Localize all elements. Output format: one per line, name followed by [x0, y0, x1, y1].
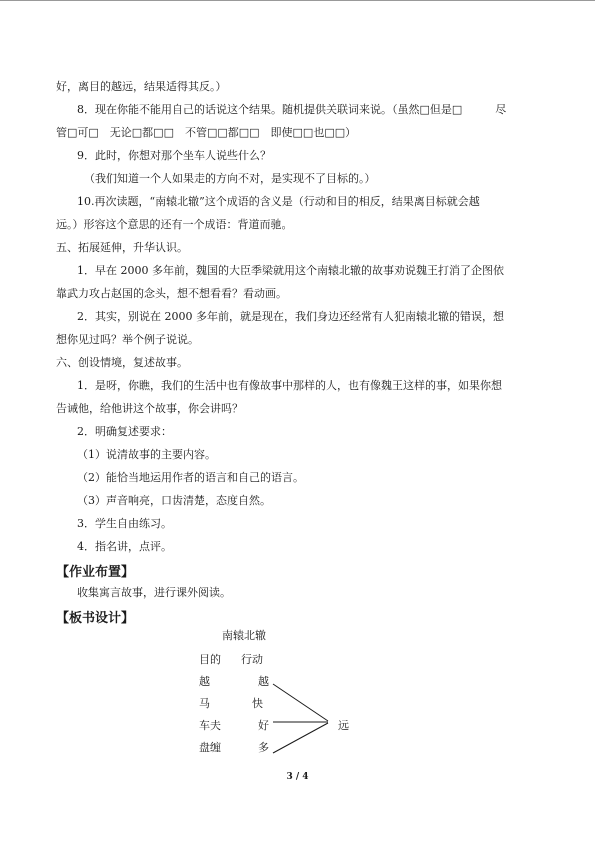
page-number: 3 / 4: [286, 772, 309, 782]
requirement-item: （3）声音响亮，口齿清楚，态度自然。: [77, 494, 271, 507]
requirement-item: （1）说清故事的主要内容。: [77, 448, 216, 461]
text-line: 1．早在 2000 多年前，魏国的大臣季梁就用这个南辕北辙的故事劝说魏王打消了企图依: [77, 264, 504, 277]
board-result: 远: [338, 719, 349, 732]
text-line: 8．现在你能不能用自己的话说这个结果。随机提供关联词来说。（虽然□但是□ 尽: [77, 103, 507, 116]
board-left-cell: 马: [199, 697, 210, 710]
connector-line-3: [273, 723, 328, 753]
text-line: 3．学生自由练习。: [77, 517, 172, 530]
text-line: 9．此时，你想对那个坐车人说些什么？: [77, 149, 271, 162]
text-line: 2．其实，别说在 2000 多年前，就是现在，我们身边还经常有人犯南辕北辙的错误，想: [77, 310, 504, 323]
requirement-item: （2）能恰当地运用作者的语言和自己的语言。: [77, 471, 304, 484]
board-left-cell: 越: [199, 675, 210, 688]
board-right-cell: 多: [258, 741, 269, 754]
section-heading: 六、创设情境，复述故事。: [56, 356, 188, 369]
text-line: 远。）形容这个意思的还有一个成语：背道而驰。: [56, 218, 293, 231]
board-title: 【板书设计】: [56, 611, 135, 626]
board-left-cell: 盘缠: [199, 741, 221, 754]
board-col-purpose: 目的: [199, 653, 221, 666]
text-line: 10.再次读题，“南辕北辙”这个成语的含义是（行动和目的相反，结果离目标就会越: [77, 195, 480, 208]
text-line: 靠武力攻占赵国的念头，想不想看看？看动画。: [56, 287, 287, 300]
section-heading: 五、拓展延伸，升华认识。: [56, 241, 188, 254]
homework-title: 【作业布置】: [56, 565, 135, 580]
board-col-action: 行动: [241, 653, 263, 666]
text-line: 好，离目的越远，结果适得其反。）: [56, 80, 227, 93]
board-left-cell: 车夫: [199, 719, 221, 732]
text-line: （我们知道一个人如果走的方向不对，是实现不了目标的。）: [84, 172, 376, 185]
board-heading: 南辕北辙: [222, 629, 266, 642]
text-line: 管□可□ 无论□都□□ 不管□□都□□ 即使□□也□□）: [56, 126, 357, 139]
board-right-cell: 越: [258, 675, 269, 688]
board-right-cell: 好: [258, 719, 269, 732]
text-line: 告诫他，给他讲这个故事，你会讲吗？: [56, 402, 243, 415]
text-line: 4．指名讲，点评。: [77, 540, 172, 553]
board-right-cell: 快: [252, 697, 263, 710]
homework-text: 收集寓言故事，进行课外阅读。: [77, 586, 231, 599]
text-line: 想你见过吗？举个例子说说。: [56, 333, 199, 346]
connector-line-1: [273, 684, 328, 721]
text-line: 2．明确复述要求：: [77, 425, 172, 438]
text-line: 1．是呀，你瞧，我们的生活中也有像故事中那样的人，也有像魏王这样的事，如果你想: [77, 379, 502, 392]
